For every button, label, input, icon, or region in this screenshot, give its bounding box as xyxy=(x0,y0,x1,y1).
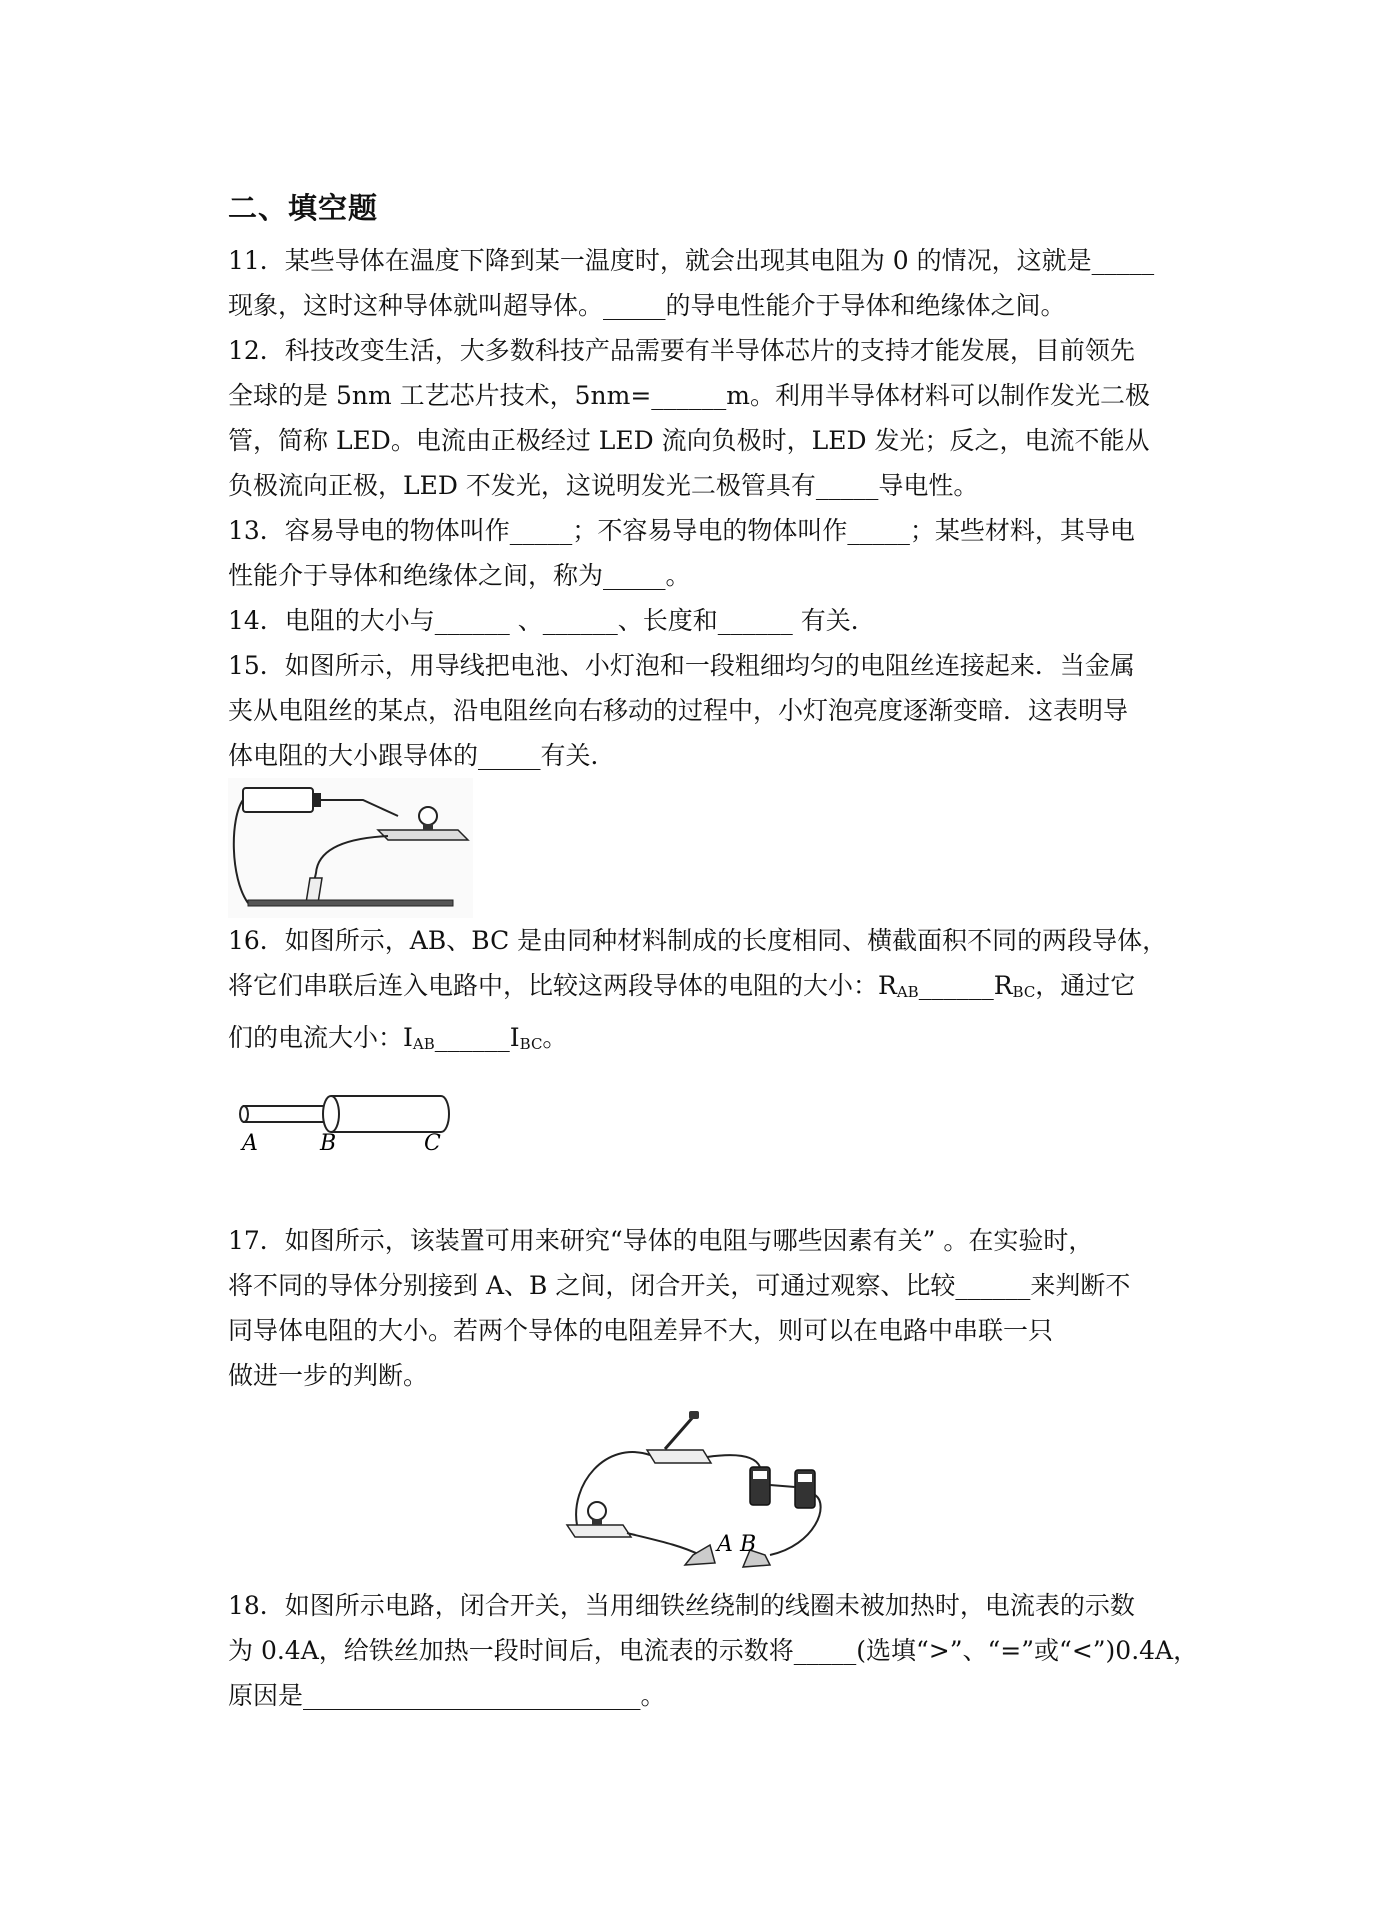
conductor-bc xyxy=(331,1096,449,1132)
section-title: 二、填空题 xyxy=(228,191,379,225)
figure-15-circuit xyxy=(228,778,473,918)
figure-16-drawing xyxy=(236,1092,456,1154)
question-14 xyxy=(228,598,1168,643)
bulb-icon xyxy=(419,807,437,825)
question-12 xyxy=(228,328,1168,508)
bulb-icon xyxy=(588,1502,606,1520)
question-17-line-1: 17．如图所示，该装置可用来研究“导体的电阻与哪些因素有关” 。在实验时， xyxy=(228,1226,1094,1255)
question-12-line-3: 管，简称 LED。电流由正极经过 LED 流向负极时，LED 发光；反之，电流不能从 xyxy=(228,426,1150,455)
switch-board xyxy=(647,1450,711,1463)
question-16-line-3: 们的电流大小：$I_{AB}\_\_\_\_\_\_I_{BC}$。 xyxy=(228,1023,568,1053)
conductor-ab xyxy=(244,1106,326,1122)
question-18-line-2: 为 0.4A，给铁丝加热一段时间后，电流表的示数将_____(选填“>”、“=”或“<”)0.4A， xyxy=(228,1636,1199,1665)
label-b: B xyxy=(740,1532,757,1557)
question-15-line-3: 体电阻的大小跟导体的_____有关． xyxy=(228,741,616,770)
lamp-board xyxy=(567,1525,631,1537)
question-11-line-1: 11．某些导体在温度下降到某一温度时，就会出现其电阻为 0 的情况，这就是_____ xyxy=(228,246,1155,275)
label-a: A xyxy=(242,1131,258,1154)
question-12-line-4: 负极流向正极，LED 不发光，这说明发光二极管具有_____导电性。 xyxy=(228,471,979,500)
question-15-line-1: 15．如图所示，用导线把电池、小灯泡和一段粗细均匀的电阻丝连接起来．当金属 xyxy=(228,651,1135,680)
question-16-line-1: 16．如图所示，AB、BC 是由同种材料制成的长度相同、横截面积不同的两段导体， xyxy=(228,926,1168,955)
question-18-line-1: 18．如图所示电路，闭合开关，当用细铁丝绕制的线圈未被加热时，电流表的示数 xyxy=(228,1591,1135,1620)
figure-15-drawing xyxy=(228,778,473,918)
label-b: B xyxy=(320,1131,337,1154)
figure-16-conductors xyxy=(236,1092,456,1154)
question-15-line-2: 夹从电阻丝的某点，沿电阻丝向右移动的过程中，小灯泡亮度逐渐变暗．这表明导 xyxy=(228,696,1129,725)
question-12-line-1: 12．科技改变生活，大多数科技产品需要有半导体芯片的支持才能发展，目前领先 xyxy=(228,336,1135,365)
question-16 xyxy=(228,918,1168,1067)
lamp-board xyxy=(378,830,468,840)
figure-17-circuit xyxy=(565,1405,835,1575)
question-17-line-3: 同导体电阻的大小。若两个导体的电阻差异不大，则可以在电路中串联一只 xyxy=(228,1316,1054,1345)
question-17-line-4: 做进一步的判断。 xyxy=(228,1361,429,1390)
question-18-line-3: 原因是___________________________。 xyxy=(228,1681,666,1710)
question-13 xyxy=(228,508,1168,598)
question-12-line-2: 全球的是 5nm 工艺芯片技术，5nm=______m。利用半导体材料可以制作发光二极 xyxy=(228,381,1150,410)
question-14-line-1: 14．电阻的大小与______ 、______、长度和______ 有关． xyxy=(228,606,876,635)
question-13-line-1: 13．容易导电的物体叫作_____；不容易导电的物体叫作_____；某些材料，其导电 xyxy=(228,516,1135,545)
switch-icon xyxy=(665,1417,693,1449)
clip-a-icon xyxy=(685,1545,715,1565)
question-11 xyxy=(228,238,1168,328)
question-18 xyxy=(228,1583,1199,1718)
question-17 xyxy=(228,1218,1168,1398)
question-16-line-2: 将它们串联后连入电路中，比较这两段导体的电阻的大小：$R_{AB}\_\_\_\_\_\_R_{BC}$，通过它 xyxy=(228,971,1136,1001)
resistance-wire xyxy=(248,900,453,906)
battery-icon xyxy=(243,788,313,812)
label-c: C xyxy=(424,1131,441,1154)
question-11-line-2: 现象，这时这种导体就叫超导体。_____的导电性能介于导体和绝缘体之间。 xyxy=(228,291,1066,320)
question-13-line-2: 性能介于导体和绝缘体之间，称为_____。 xyxy=(228,561,691,590)
figure-17-drawing xyxy=(565,1405,835,1575)
question-17-line-2: 将不同的导体分别接到 A、B 之间，闭合开关，可通过观察、比较______来判断不 xyxy=(228,1271,1131,1300)
question-15 xyxy=(228,643,1168,778)
label-a: A xyxy=(717,1532,733,1557)
